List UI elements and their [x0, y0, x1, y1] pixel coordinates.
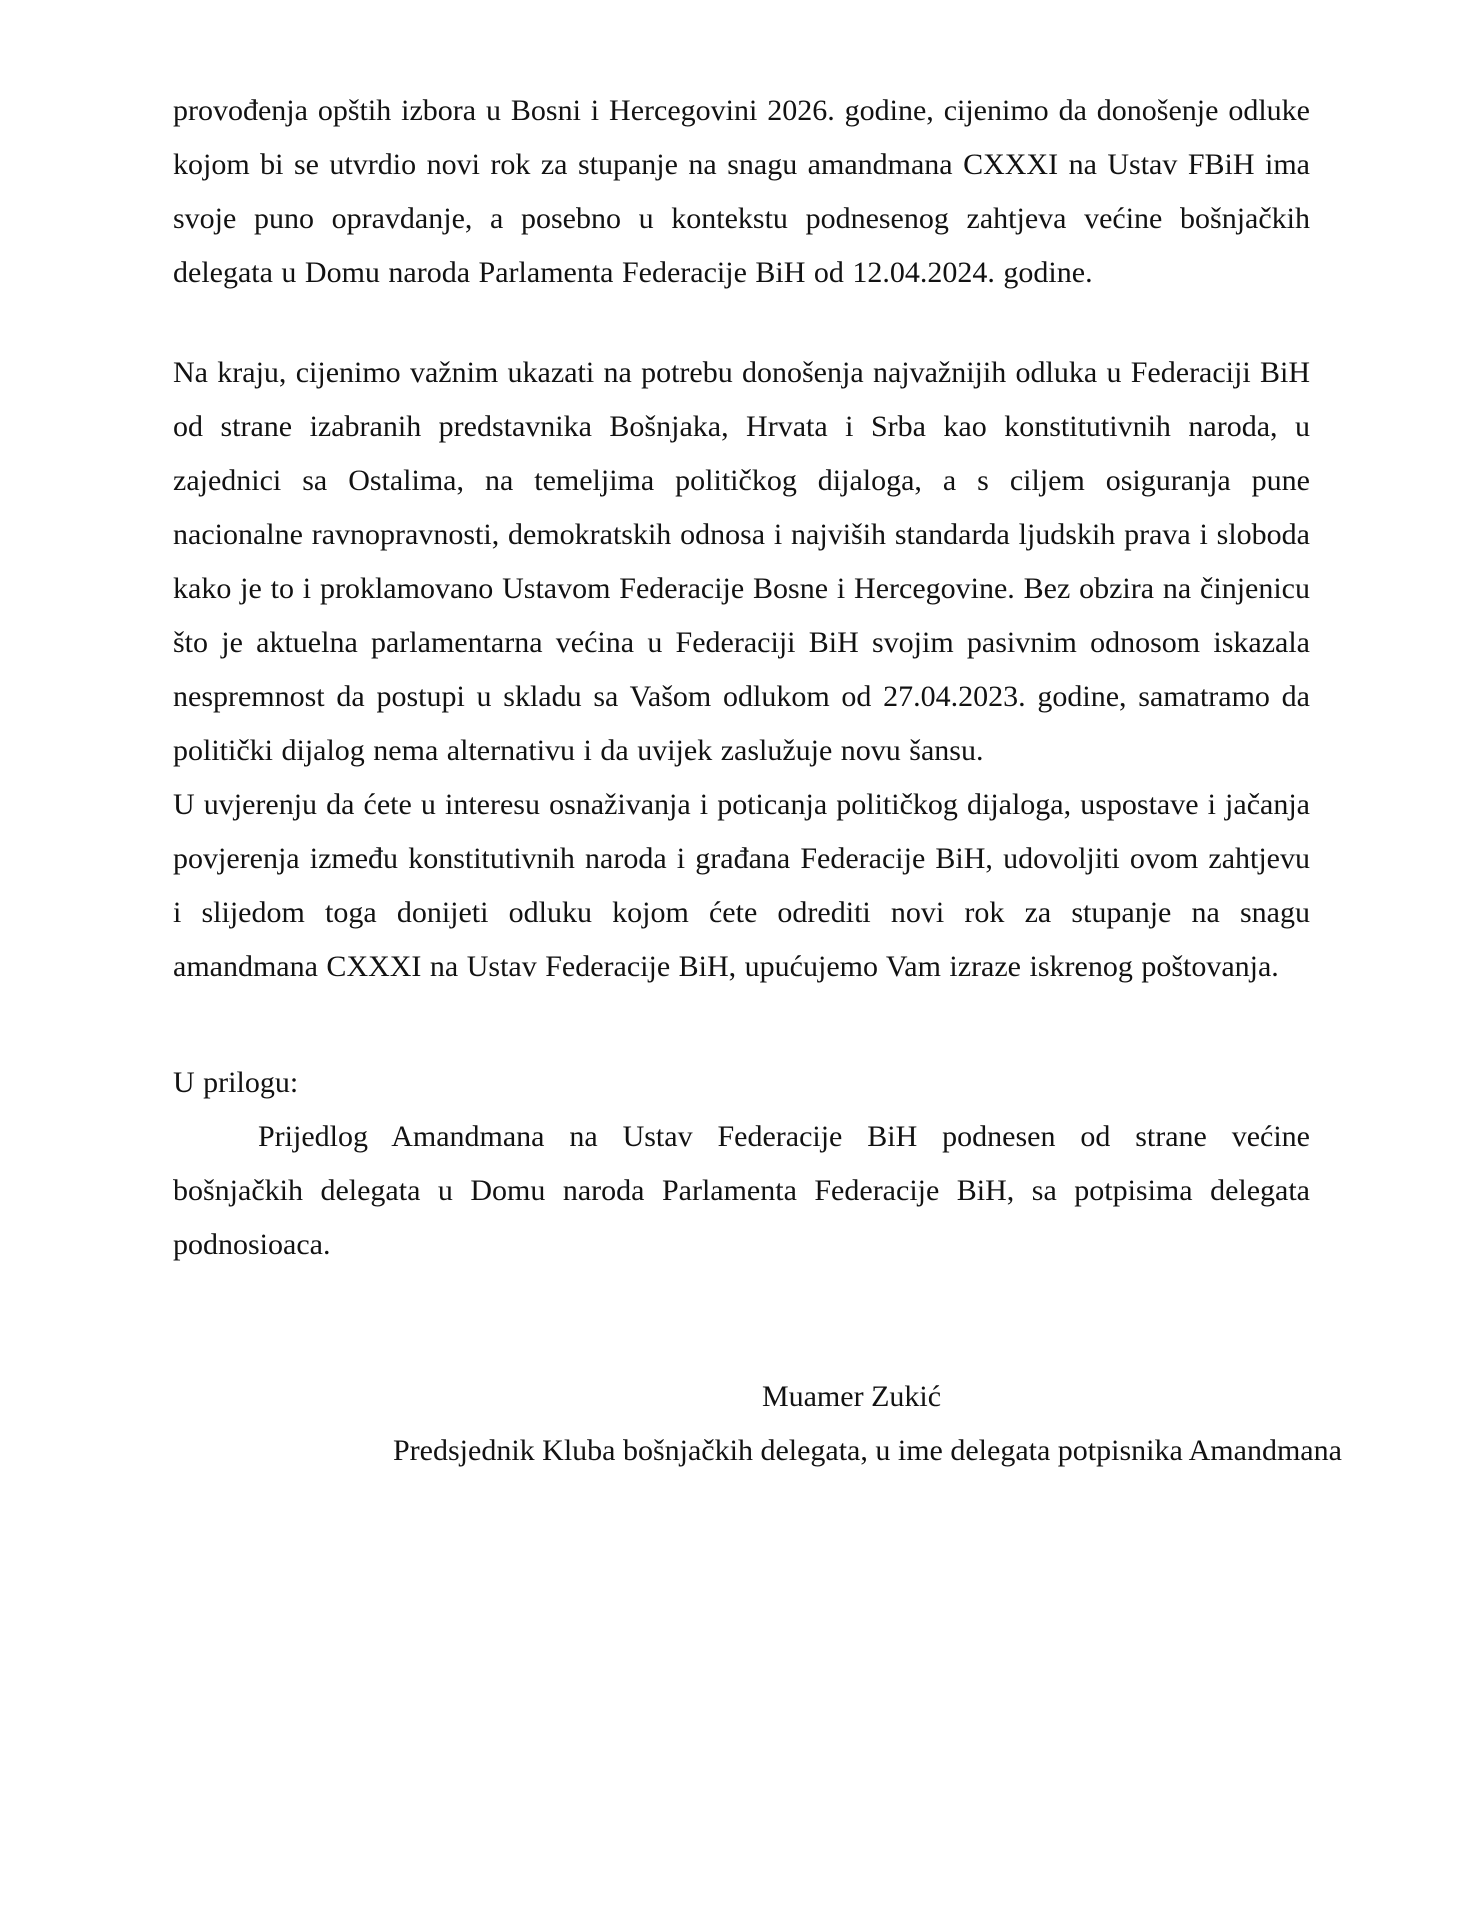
signatory-name: Muamer Zukić [761, 1380, 942, 1413]
signature-block [393, 1370, 1342, 1478]
signatory-title: Predsjednik Kluba bošnjačkih delegata, u ime delegata potpisnika Amandmana [393, 1434, 1342, 1467]
body-paragraph-1: provođenja opštih izbora u Bosni i Hercegovini 2026. godine, cijenimo da donošenje odluke kojom bi se utvrdio novi rok za stupanje na snagu amandmana CXXXI na Ustav FBiH ima svoje puno opravdanje, a posebno u kontekstu podnesenog zahtjeva većine bošnjačkih delegata u Domu naroda Parlamenta Federacije BiH od 12.04.2024. godine. [173, 94, 1310, 289]
body-paragraph-3: U uvjerenju da ćete u interesu osnaživanja i poticanja političkog dijaloga, uspostave i jačanja povjerenja između konstitutivnih naroda i građana Federacije BiH, udovoljiti ovom zahtjevu i slijedom toga donijeti odluku kojom ćete odrediti novi rok za stupanje na snagu amandmana CXXXI na Ustav Federacije BiH, upućujemo Vam izraze iskrenog poštovanja. [173, 788, 1310, 983]
attachment-description: Prijedlog Amandmana na Ustav Federacije BiH podnesen od strane većine bošnjačkih delegata u Domu naroda Parlamenta Federacije BiH, sa potpisima delegata podnosioaca. [173, 1120, 1310, 1261]
attachment-heading: U prilogu: [173, 1066, 299, 1099]
body-paragraph-2: Na kraju, cijenimo važnim ukazati na potrebu donošenja najvažnijih odluka u Federaciji BiH od strane izabranih predstavnika Bošnjaka, Hrvata i Srba kao konstitutivnih naroda, u zajednici sa Ostalima, na temeljima političkog dijaloga, a s ciljem osiguranja pune nacionalne ravnopravnosti, demokratskih odnosa i najviših standarda ljudskih prava i sloboda kako je to i proklamovano Ustavom Federacije Bosne i Hercegovine. Bez obzira na činjenicu što je aktuelna parlamentarna većina u Federaciji BiH svojim pasivnim odnosom iskazala nespremnost da postupi u skladu sa Vašom odlukom od 27.04.2023. godine, samatramo da politički dijalog nema alternativu i da uvijek zaslužuje novu šansu. [173, 356, 1310, 767]
